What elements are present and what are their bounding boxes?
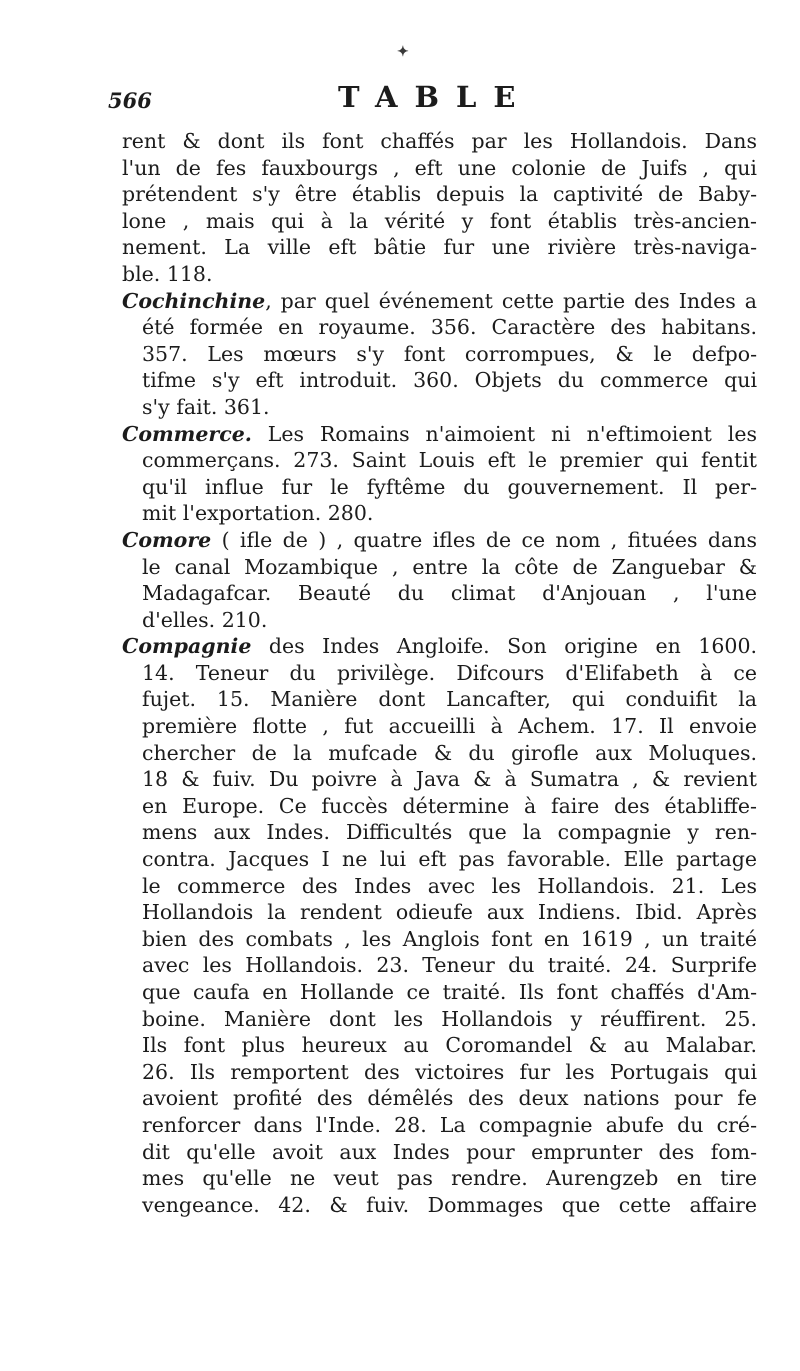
text-line: [122, 580, 757, 607]
page-number: 566: [108, 88, 152, 113]
line-text: l'un de fes fauxbourgs , eft une colonie de Juifs , qui: [122, 155, 757, 180]
text-line: [122, 607, 757, 634]
text-line: [122, 873, 757, 900]
text-line: [122, 181, 757, 208]
text-line: [122, 846, 757, 873]
running-title: TABLE: [338, 80, 533, 114]
text-line: [122, 367, 757, 394]
text-line: [122, 474, 757, 501]
line-text: Hollandois la rendent odieufe aux Indiens. Ibid. Après: [142, 900, 757, 925]
line-text: boine. Manière dont les Hollandois y réuffirent. 25.: [142, 1006, 757, 1031]
text-line: [122, 660, 757, 687]
text-line: [122, 128, 757, 155]
line-text: mit l'exportation. 280.: [142, 501, 374, 526]
line-text: en Europe. Ce fuccès détermine à faire des établiffe-: [142, 793, 757, 818]
text-line: [122, 1085, 757, 1112]
line-text: première flotte , fut accueilli à Achem. 17. Il envoie: [142, 714, 757, 739]
line-text: d'elles. 210.: [142, 607, 268, 632]
text-line: [122, 447, 757, 474]
line-text: dit qu'elle avoit aux Indes pour emprunter des fom-: [142, 1139, 757, 1164]
text-line: [122, 554, 757, 581]
line-text: vengeance. 42. & fuiv. Dommages que cette affaire: [142, 1192, 757, 1217]
entry-heading: Commerce.: [122, 421, 252, 446]
text-line: [122, 713, 757, 740]
line-text: 18 & fuiv. Du poivre à Java & à Sumatra , & revient: [142, 767, 757, 792]
text-line: [122, 766, 757, 793]
line-text: fujet. 15. Manière dont Lancafter, qui conduifit la: [142, 687, 757, 712]
line-text: prétendent s'y être établis depuis la captivité de Baby-: [122, 182, 757, 207]
line-text: contra. Jacques I ne lui eft pas favorable. Elle partage: [142, 847, 757, 872]
line-text: 357. Les mœurs s'y font corrompues, & le defpo-: [142, 341, 757, 366]
ornament-mark: ✦: [397, 44, 409, 60]
line-text: renforcer dans l'Inde. 28. La compagnie abufe du cré-: [142, 1112, 757, 1137]
text-line: [122, 155, 757, 182]
line-text: ble. 118.: [122, 261, 213, 286]
text-line: [122, 1006, 757, 1033]
text-line: [122, 500, 757, 527]
text-line: [122, 740, 757, 767]
line-text: commerçans. 273. Saint Louis eft le premier qui fentit: [142, 448, 757, 473]
line-text: avec les Hollandois. 23. Teneur du traité. 24. Surprife: [142, 953, 757, 978]
line-text: Ils font plus heureux au Coromandel & au Malabar.: [142, 1033, 757, 1058]
line-text: le canal Mozambique , entre la côte de Zanguebar &: [142, 554, 757, 579]
text-line: [122, 1139, 757, 1166]
line-text: tifme s'y eft introduit. 360. Objets du commerce qui: [142, 368, 757, 393]
line-text: s'y fait. 361.: [142, 394, 270, 419]
line-text: le commerce des Indes avec les Hollandois. 21. Les: [142, 873, 757, 898]
line-text: , par quel événement cette partie des Indes a: [265, 288, 757, 313]
line-text: été formée en royaume. 356. Caractère des habitans.: [142, 315, 757, 340]
line-text: lone , mais qui à la vérité y font établis très-ancien-: [122, 208, 757, 233]
text-line: [122, 341, 757, 368]
line-text: avoient profité des démêlés des deux nations pour fe: [142, 1086, 757, 1111]
text-line: [122, 819, 757, 846]
line-text: mes qu'elle ne veut pas rendre. Aurengzeb en tire: [142, 1166, 757, 1191]
line-text: nement. La ville eft bâtie fur une rivière très-naviga-: [122, 235, 757, 260]
line-text: qu'il influe fur le fyftême du gouvernement. Il per-: [142, 474, 757, 499]
text-line: [122, 1059, 757, 1086]
text-line: [122, 926, 757, 953]
line-text: bien des combats , les Anglois font en 1619 , un traité: [142, 926, 757, 951]
entry-heading: Comore: [122, 527, 212, 552]
text-line: [122, 314, 757, 341]
text-line: [122, 686, 757, 713]
line-text: ( ifle de ) , quatre ifles de ce nom , fituées dans: [211, 527, 757, 552]
text-line: [122, 421, 757, 448]
line-text: rent & dont ils font chaffés par les Hollandois. Dans: [122, 129, 757, 153]
line-text: des Indes Angloife. Son origine en 1600.: [251, 634, 757, 659]
line-text: Madagafcar. Beauté du climat d'Anjouan , l'une: [142, 581, 757, 606]
text-line: [122, 527, 757, 554]
text-line: [122, 394, 757, 421]
line-text: 14. Teneur du privilège. Difcours d'Elifabeth à ce: [142, 660, 757, 685]
entry-heading: Cochinchine: [122, 288, 266, 313]
text-line: [122, 261, 757, 288]
line-text: mens aux Indes. Difficultés que la compagnie y ren-: [142, 820, 757, 845]
text-line: [122, 1192, 757, 1219]
text-line: [122, 1165, 757, 1192]
text-line: [122, 1112, 757, 1139]
index-text: [122, 128, 757, 1218]
line-text: que caufa en Hollande ce traité. Ils font chaffés d'Am-: [142, 980, 757, 1004]
text-line: [122, 633, 757, 660]
text-line: [122, 288, 757, 315]
line-text: Les Romains n'aimoient ni n'eftimoient les: [251, 421, 757, 446]
text-line: [122, 979, 757, 1006]
line-text: 26. Ils remportent des victoires fur les Portugais qui: [142, 1059, 757, 1084]
line-text: chercher de la mufcade & du girofle aux Moluques.: [142, 740, 757, 765]
entry-heading: Compagnie: [122, 634, 252, 659]
text-line: [122, 208, 757, 235]
text-line: [122, 234, 757, 261]
text-line: [122, 899, 757, 926]
page-header: [108, 80, 748, 120]
text-line: [122, 793, 757, 820]
text-line: [122, 1032, 757, 1059]
text-line: [122, 952, 757, 979]
